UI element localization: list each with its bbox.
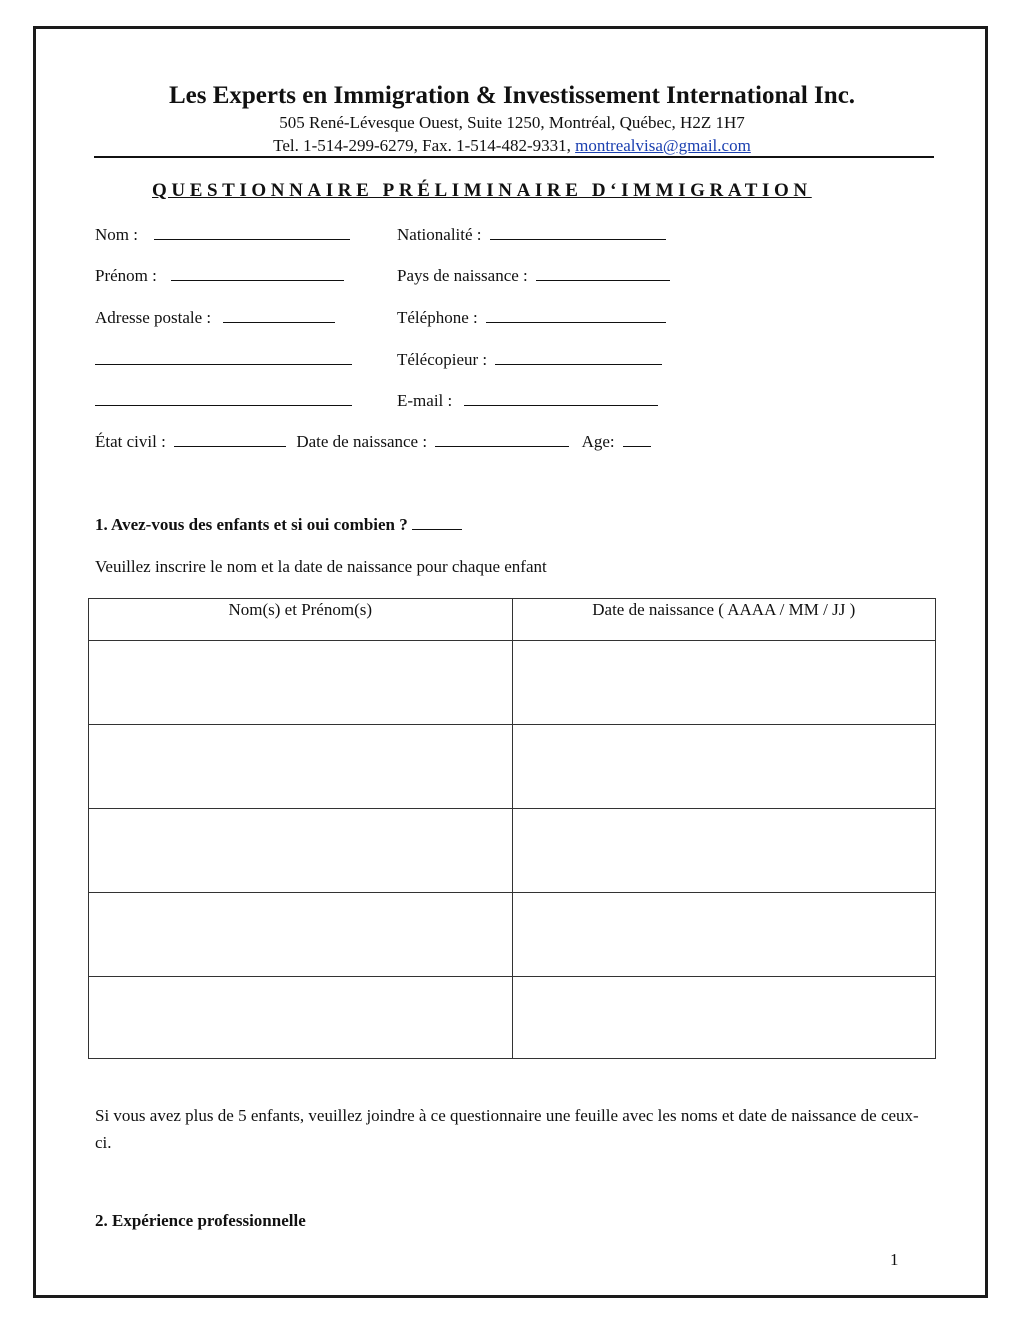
field-telecopieur (397, 350, 662, 370)
date-naissance-blank[interactable] (435, 432, 569, 447)
children-instruction: Veuillez inscrire le nom et la date de naissance pour chaque enfant (95, 557, 547, 576)
child-name-cell[interactable] (89, 977, 513, 1059)
nationalite-label: Nationalité : (397, 225, 482, 244)
telephone-label: Téléphone : (397, 308, 478, 327)
field-etat-civil-row (95, 432, 651, 452)
date-naissance-label: Date de naissance : (296, 432, 428, 451)
email-blank[interactable] (464, 391, 658, 406)
table-header-row (89, 599, 936, 641)
child-name-cell[interactable] (89, 893, 513, 977)
adresse-line3-blank[interactable] (95, 391, 352, 406)
telecopieur-label: Télécopieur : (397, 350, 488, 369)
age-label: Age: (581, 432, 615, 451)
telecopieur-blank[interactable] (495, 350, 662, 365)
child-name-cell[interactable] (89, 809, 513, 893)
table-row (89, 893, 936, 977)
nom-blank[interactable] (154, 225, 350, 240)
field-prenom (95, 266, 344, 286)
field-nom (95, 225, 350, 245)
child-name-cell[interactable] (89, 725, 513, 809)
nom-label: Nom : (95, 225, 138, 244)
question-2-title: 2. Expérience professionnelle (95, 1211, 306, 1230)
table-row (89, 725, 936, 809)
col-header-birthdate: Date de naissance ( AAAA / MM / JJ ) (512, 599, 936, 641)
field-adresse-line3 (95, 391, 352, 411)
adresse-line2-blank[interactable] (95, 350, 352, 365)
telephone-blank[interactable] (486, 308, 666, 323)
child-birthdate-cell[interactable] (512, 725, 936, 809)
prenom-label: Prénom : (95, 266, 157, 285)
field-adresse (95, 308, 335, 328)
child-birthdate-cell[interactable] (512, 641, 936, 725)
child-name-cell[interactable] (89, 641, 513, 725)
table-row (89, 809, 936, 893)
question-1 (95, 515, 462, 535)
field-email (397, 391, 658, 411)
phone-fax: Tel. 1-514-299-6279, Fax. 1-514-482-9331, (273, 136, 571, 155)
email-label: E-mail : (397, 391, 453, 410)
col-header-name: Nom(s) et Prénom(s) (89, 599, 513, 641)
children-table (88, 598, 936, 1059)
field-nationalite (397, 225, 666, 245)
pays-naissance-blank[interactable] (536, 266, 670, 281)
children-count-blank[interactable] (412, 515, 462, 530)
field-adresse-line2 (95, 350, 352, 370)
form-title: QUESTIONNAIRE PRÉLIMINAIRE D‘IMMIGRATION (152, 180, 812, 201)
age-blank[interactable] (623, 432, 651, 447)
field-pays-naissance (397, 266, 670, 286)
etat-civil-label: État civil : (95, 432, 166, 451)
field-telephone (397, 308, 666, 328)
child-birthdate-cell[interactable] (512, 977, 936, 1059)
company-address: 505 René-Lévesque Ouest, Suite 1250, Montréal, Québec, H2Z 1H7 (279, 113, 745, 132)
adresse-label: Adresse postale : (95, 308, 212, 327)
nationalite-blank[interactable] (490, 225, 666, 240)
page-number: 1 (890, 1250, 899, 1269)
company-contact (0, 136, 1024, 156)
header-rule (94, 156, 934, 158)
adresse-blank[interactable] (223, 308, 335, 323)
pays-naissance-label: Pays de naissance : (397, 266, 528, 285)
question-1-text: 1. Avez-vous des enfants et si oui combien ? (95, 515, 408, 534)
email-link[interactable]: montrealvisa@gmail.com (575, 136, 751, 155)
children-note: Si vous avez plus de 5 enfants, veuillez joindre à ce questionnaire une feuille avec les noms et date de naissance de ceux-ci. (95, 1106, 919, 1152)
prenom-blank[interactable] (171, 266, 344, 281)
table-row (89, 977, 936, 1059)
etat-civil-blank[interactable] (174, 432, 286, 447)
company-name: Les Experts en Immigration & Investissement International Inc. (168, 82, 856, 109)
child-birthdate-cell[interactable] (512, 893, 936, 977)
table-row (89, 641, 936, 725)
child-birthdate-cell[interactable] (512, 809, 936, 893)
